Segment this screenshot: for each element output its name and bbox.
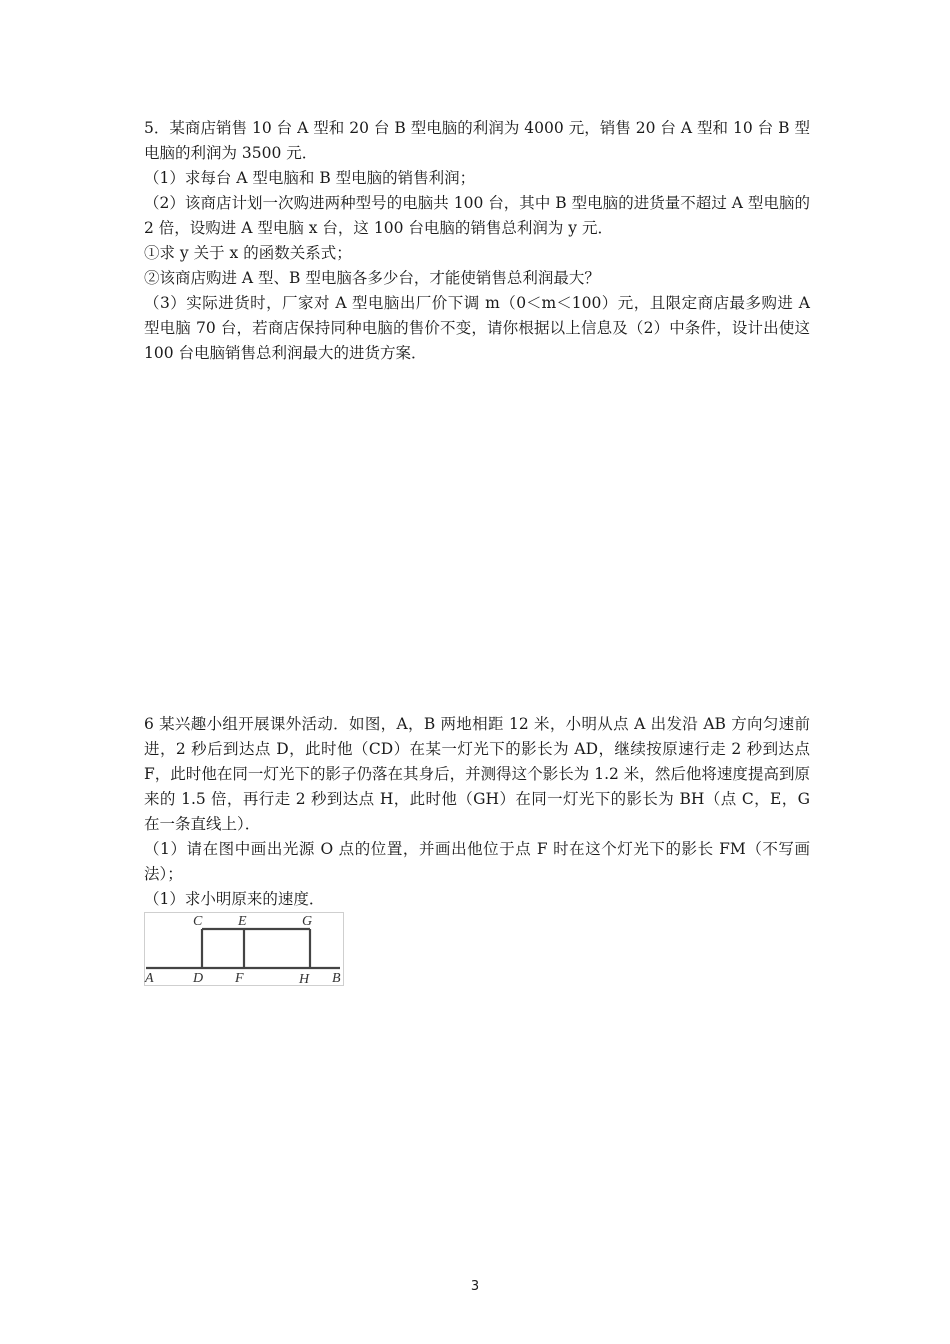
problem-6-part-1: （1）请在图中画出光源 O 点的位置，并画出他位于点 F 时在这个灯光下的影长 FM（不写画法）； bbox=[144, 840, 810, 883]
label-b: B bbox=[332, 971, 341, 986]
label-c: C bbox=[193, 914, 203, 929]
page-number: 3 bbox=[470, 1279, 480, 1294]
label-d: D bbox=[193, 971, 204, 986]
problem-5-part-3: （3）实际进货时，厂家对 A 型电脑出厂价下调 m（0＜m＜100）元，且限定商店最多购进 A 型电脑 70 台，若商店保持同种电脑的售价不变，请你根据以上信息及（2）中条件，设计出使这 100 台电脑销售总利润最大的进货方案． bbox=[144, 294, 810, 362]
problem-5-part-2-sub-1: ①求 y 关于 x 的函数关系式； bbox=[144, 244, 352, 262]
shadow-diagram bbox=[144, 912, 344, 986]
label-f: F bbox=[235, 971, 244, 986]
label-a: A bbox=[145, 971, 154, 986]
label-e: E bbox=[238, 914, 247, 929]
label-g: G bbox=[302, 914, 313, 929]
label-h: H bbox=[299, 972, 310, 986]
problem-5-part-1: （1）求每台 A 型电脑和 B 型电脑的销售利润； bbox=[144, 169, 476, 187]
problem-5-part-2: （2）该商店计划一次购进两种型号的电脑共 100 台，其中 B 型电脑的进货量不超过 A 型电脑的 2 倍，设购进 A 型电脑 x 台，这 100 台电脑的销售总利润为 y 元． bbox=[144, 194, 810, 237]
problem-6-part-2: （1）求小明原来的速度． bbox=[144, 890, 325, 908]
problem-5 bbox=[144, 116, 810, 366]
problem-6 bbox=[144, 712, 810, 912]
problem-5-part-2-sub-2: ②该商店购进 A 型、B 型电脑各多少台，才能使销售总利润最大？ bbox=[144, 269, 600, 287]
problem-5-stem: 5．某商店销售 10 台 A 型和 20 台 B 型电脑的利润为 4000 元，销售 20 台 A 型和 10 台 B 型电脑的利润为 3500 元． bbox=[144, 119, 810, 162]
problem-6-stem: 6 某兴趣小组开展课外活动．如图，A，B 两地相距 12 米，小明从点 A 出发沿 AB 方向匀速前进，2 秒后到达点 D，此时他（CD）在某一灯光下的影长为 AD，继续按原速行走 2 秒到达点 F，此时他在同一灯光下的影子仍落在其身后，并测得这个影长为 1.2 米，然后他将速度提高到原来的 1.5 倍，再行走 2 秒到达点 H，此时他（GH）在同一灯光下的影长为 BH（点 C，E，G 在一条直线上）． bbox=[144, 715, 810, 833]
